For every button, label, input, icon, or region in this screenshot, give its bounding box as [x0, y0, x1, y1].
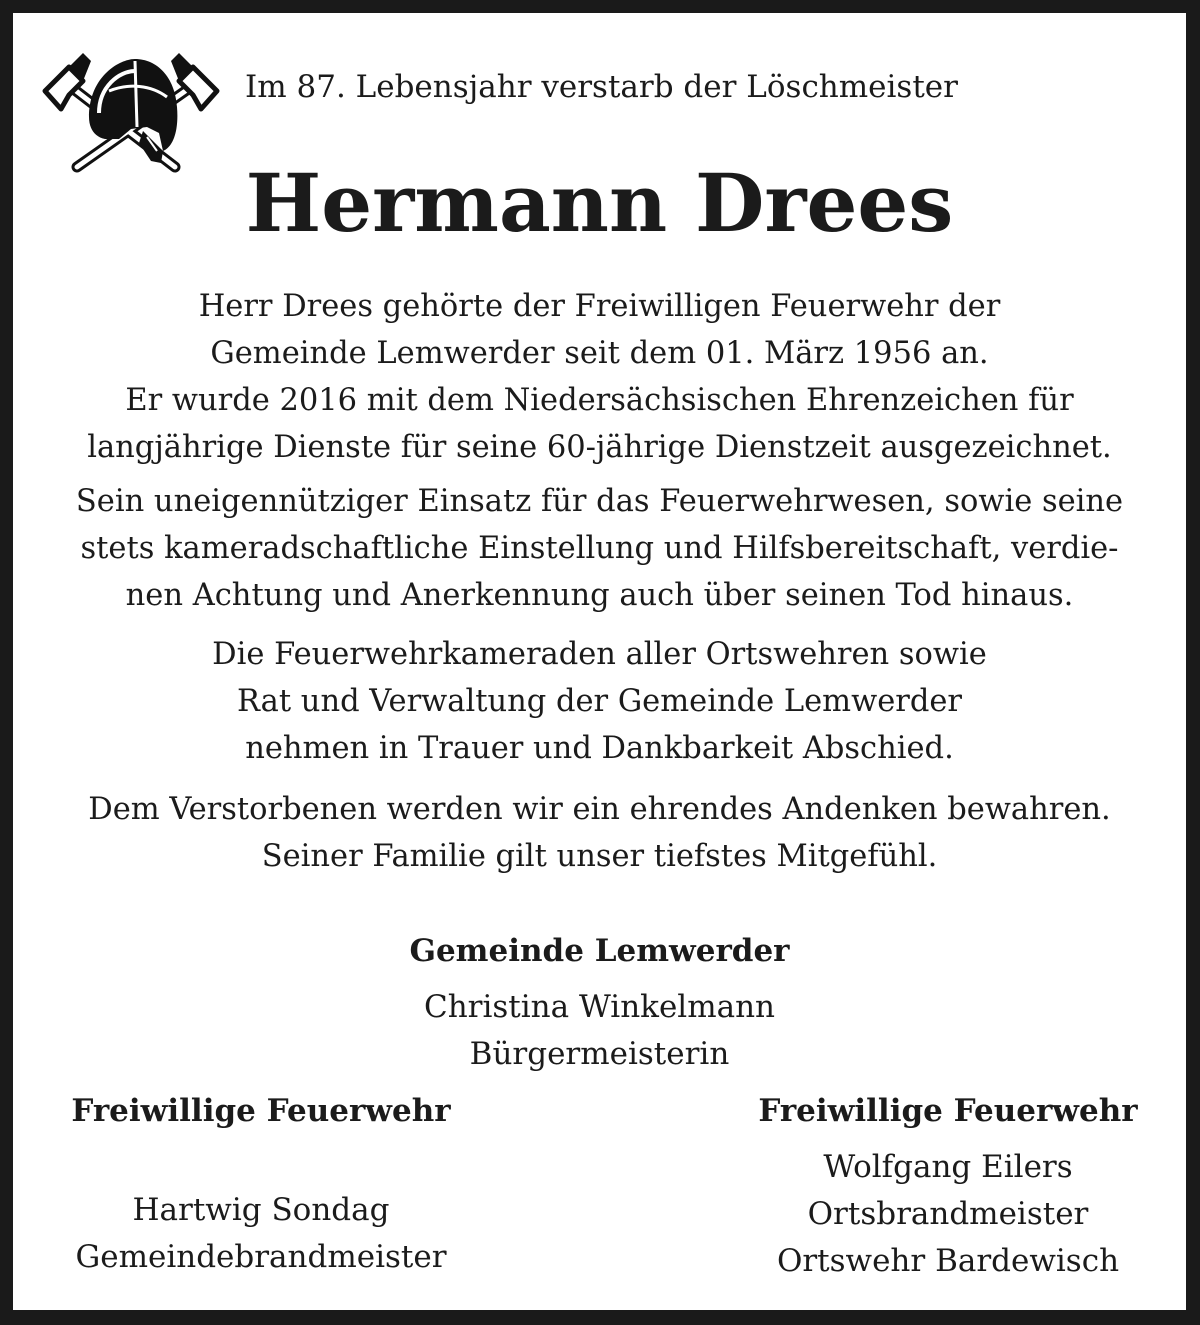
signature-fire-brigade-left — [41, 1088, 481, 1281]
paragraph-line: langjährige Dienste für seine 60-jährige Dienstzeit ausgezeichnet. — [87, 430, 1112, 465]
paragraph-tribute — [13, 478, 1186, 619]
paragraph-farewell — [13, 631, 1186, 772]
paragraph-line: Gemeinde Lemwerder seit dem 01. März 1956 an. — [210, 336, 989, 371]
paragraph-line: Seiner Familie gilt unser tiefstes Mitgefühl. — [261, 839, 938, 874]
paragraph-service — [13, 283, 1186, 471]
intro-line: Im 87. Lebensjahr verstarb der Löschmeister — [245, 69, 958, 105]
signature-org: Freiwillige Feuerwehr — [758, 1093, 1138, 1129]
paragraph-line: nehmen in Trauer und Dankbarkeit Abschied. — [245, 731, 954, 766]
obituary-notice — [13, 13, 1186, 1310]
signature-title: Gemeindebrandmeister — [75, 1239, 447, 1275]
signature-name: Hartwig Sondag — [132, 1192, 390, 1228]
paragraph-line: Sein uneigennütziger Einsatz für das Feuerwehrwesen, sowie seine — [75, 484, 1124, 519]
signature-org: Freiwillige Feuerwehr — [71, 1093, 451, 1129]
signature-title: Bürgermeisterin — [469, 1036, 730, 1072]
paragraph-line: stets kameradschaftliche Einstellung und Hilfsbereitschaft, verdie- — [80, 531, 1119, 566]
deceased-name: Hermann Drees — [245, 156, 954, 250]
paragraph-line: Die Feuerwehrkameraden aller Ortswehren sowie — [212, 637, 987, 672]
signature-title: Ortsbrandmeister — [807, 1196, 1089, 1232]
paragraph-line: nen Achtung und Anerkennung auch über seinen Tod hinaus. — [125, 578, 1074, 613]
signature-municipality — [13, 928, 1186, 1078]
paragraph-line: Herr Drees gehörte der Freiwilligen Feuerwehr der — [198, 289, 1001, 324]
paragraph-line: Er wurde 2016 mit dem Niedersächsischen Ehrenzeichen für — [125, 383, 1074, 418]
paragraph-line: Rat und Verwaltung der Gemeinde Lemwerder — [237, 684, 962, 719]
signature-name: Christina Winkelmann — [423, 989, 776, 1025]
paragraph-line: Dem Verstorbenen werden wir ein ehrendes Andenken bewahren. — [88, 792, 1111, 827]
signature-name: Wolfgang Eilers — [823, 1149, 1073, 1185]
signature-unit: Ortswehr Bardewisch — [776, 1243, 1120, 1279]
signature-fire-brigade-right — [723, 1088, 1173, 1285]
paragraph-remembrance — [13, 786, 1186, 880]
signature-org: Gemeinde Lemwerder — [409, 933, 790, 969]
